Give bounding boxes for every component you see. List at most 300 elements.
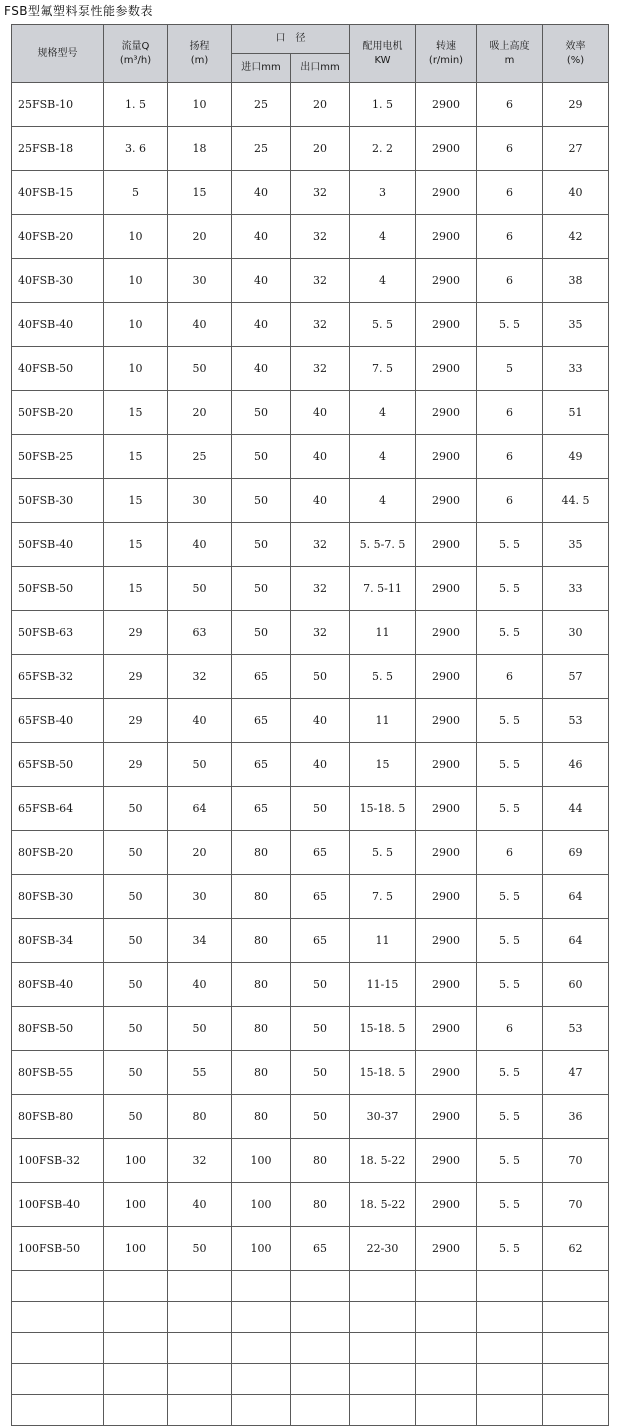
cell-speed: 2900 xyxy=(416,699,477,743)
cell-suction: 6 xyxy=(477,831,543,875)
cell-efficiency: 33 xyxy=(543,567,609,611)
cell-outlet: 50 xyxy=(291,1007,350,1051)
header-flow-name: 流量Q xyxy=(121,40,150,52)
empty-cell xyxy=(477,1395,543,1426)
cell-inlet: 100 xyxy=(232,1227,291,1271)
cell-outlet: 50 xyxy=(291,1095,350,1139)
table-row xyxy=(12,1051,609,1095)
cell-head: 40 xyxy=(168,699,232,743)
cell-model: 65FSB-50 xyxy=(12,743,104,787)
table-row xyxy=(12,303,609,347)
table-row xyxy=(12,1139,609,1183)
cell-flow: 15 xyxy=(104,567,168,611)
cell-speed: 2900 xyxy=(416,523,477,567)
header-motor xyxy=(350,25,416,83)
cell-speed: 2900 xyxy=(416,875,477,919)
cell-speed: 2900 xyxy=(416,1051,477,1095)
empty-row xyxy=(12,1271,609,1302)
cell-outlet: 32 xyxy=(291,347,350,391)
cell-outlet: 32 xyxy=(291,215,350,259)
cell-efficiency: 42 xyxy=(543,215,609,259)
cell-model: 80FSB-34 xyxy=(12,919,104,963)
cell-model: 100FSB-32 xyxy=(12,1139,104,1183)
cell-suction: 6 xyxy=(477,83,543,127)
cell-suction: 5. 5 xyxy=(477,611,543,655)
cell-model: 40FSB-30 xyxy=(12,259,104,303)
header-motor-unit: KW xyxy=(374,54,391,66)
cell-motor: 4 xyxy=(350,435,416,479)
cell-efficiency: 30 xyxy=(543,611,609,655)
cell-efficiency: 69 xyxy=(543,831,609,875)
empty-cell xyxy=(168,1395,232,1426)
cell-flow: 29 xyxy=(104,655,168,699)
table-row xyxy=(12,655,609,699)
cell-efficiency: 44 xyxy=(543,787,609,831)
cell-motor: 7. 5 xyxy=(350,347,416,391)
cell-inlet: 25 xyxy=(232,83,291,127)
cell-model: 65FSB-40 xyxy=(12,699,104,743)
cell-speed: 2900 xyxy=(416,1139,477,1183)
cell-outlet: 32 xyxy=(291,259,350,303)
cell-efficiency: 40 xyxy=(543,171,609,215)
cell-suction: 5. 5 xyxy=(477,743,543,787)
cell-model: 80FSB-50 xyxy=(12,1007,104,1051)
page-title: FSB型氟塑料泵性能参数表 xyxy=(4,4,154,18)
cell-suction: 6 xyxy=(477,391,543,435)
header-inlet: 进口mm xyxy=(232,54,291,83)
cell-head: 32 xyxy=(168,1139,232,1183)
cell-inlet: 50 xyxy=(232,523,291,567)
cell-inlet: 80 xyxy=(232,1095,291,1139)
cell-suction: 5. 5 xyxy=(477,567,543,611)
cell-head: 20 xyxy=(168,215,232,259)
empty-row xyxy=(12,1395,609,1426)
cell-inlet: 80 xyxy=(232,875,291,919)
header-outlet: 出口mm xyxy=(291,54,350,83)
empty-cell xyxy=(543,1333,609,1364)
header-model: 规格型号 xyxy=(12,25,104,83)
cell-efficiency: 51 xyxy=(543,391,609,435)
cell-inlet: 65 xyxy=(232,699,291,743)
empty-cell xyxy=(168,1364,232,1395)
header-speed xyxy=(416,25,477,83)
cell-inlet: 50 xyxy=(232,391,291,435)
empty-cell xyxy=(12,1364,104,1395)
cell-flow: 50 xyxy=(104,963,168,1007)
cell-inlet: 65 xyxy=(232,787,291,831)
empty-cell xyxy=(232,1333,291,1364)
cell-model: 50FSB-30 xyxy=(12,479,104,523)
cell-outlet: 32 xyxy=(291,303,350,347)
cell-model: 80FSB-20 xyxy=(12,831,104,875)
cell-flow: 3. 6 xyxy=(104,127,168,171)
cell-efficiency: 53 xyxy=(543,1007,609,1051)
cell-speed: 2900 xyxy=(416,83,477,127)
cell-motor: 15-18. 5 xyxy=(350,787,416,831)
cell-outlet: 32 xyxy=(291,611,350,655)
table-row xyxy=(12,963,609,1007)
table-row xyxy=(12,1095,609,1139)
cell-efficiency: 35 xyxy=(543,303,609,347)
cell-inlet: 100 xyxy=(232,1139,291,1183)
cell-motor: 18. 5-22 xyxy=(350,1139,416,1183)
cell-speed: 2900 xyxy=(416,259,477,303)
cell-speed: 2900 xyxy=(416,435,477,479)
empty-cell xyxy=(104,1333,168,1364)
table-row xyxy=(12,1007,609,1051)
table-body xyxy=(12,83,609,1426)
empty-cell xyxy=(104,1271,168,1302)
cell-efficiency: 64 xyxy=(543,919,609,963)
empty-cell xyxy=(232,1302,291,1333)
cell-model: 25FSB-10 xyxy=(12,83,104,127)
cell-flow: 29 xyxy=(104,699,168,743)
cell-suction: 5. 5 xyxy=(477,1227,543,1271)
cell-speed: 2900 xyxy=(416,479,477,523)
table-row xyxy=(12,391,609,435)
cell-suction: 6 xyxy=(477,215,543,259)
cell-outlet: 40 xyxy=(291,391,350,435)
cell-flow: 10 xyxy=(104,215,168,259)
cell-speed: 2900 xyxy=(416,611,477,655)
cell-model: 50FSB-50 xyxy=(12,567,104,611)
cell-efficiency: 53 xyxy=(543,699,609,743)
cell-head: 25 xyxy=(168,435,232,479)
cell-suction: 6 xyxy=(477,479,543,523)
empty-cell xyxy=(12,1333,104,1364)
empty-cell xyxy=(291,1302,350,1333)
cell-flow: 50 xyxy=(104,1007,168,1051)
cell-inlet: 40 xyxy=(232,347,291,391)
cell-motor: 18. 5-22 xyxy=(350,1183,416,1227)
cell-inlet: 40 xyxy=(232,171,291,215)
cell-inlet: 25 xyxy=(232,127,291,171)
cell-speed: 2900 xyxy=(416,919,477,963)
cell-efficiency: 49 xyxy=(543,435,609,479)
table-row xyxy=(12,875,609,919)
cell-head: 50 xyxy=(168,1227,232,1271)
cell-flow: 15 xyxy=(104,391,168,435)
cell-motor: 7. 5 xyxy=(350,875,416,919)
cell-flow: 10 xyxy=(104,303,168,347)
cell-speed: 2900 xyxy=(416,963,477,1007)
cell-motor: 4 xyxy=(350,215,416,259)
empty-cell xyxy=(350,1302,416,1333)
cell-suction: 5. 5 xyxy=(477,1139,543,1183)
empty-cell xyxy=(291,1364,350,1395)
cell-head: 10 xyxy=(168,83,232,127)
cell-suction: 6 xyxy=(477,127,543,171)
cell-flow: 5 xyxy=(104,171,168,215)
cell-motor: 15-18. 5 xyxy=(350,1051,416,1095)
cell-head: 32 xyxy=(168,655,232,699)
table-row xyxy=(12,127,609,171)
cell-head: 64 xyxy=(168,787,232,831)
empty-cell xyxy=(104,1302,168,1333)
header-flow-unit: (m³/h) xyxy=(119,54,152,66)
empty-cell xyxy=(543,1364,609,1395)
cell-suction: 5. 5 xyxy=(477,1183,543,1227)
cell-model: 80FSB-80 xyxy=(12,1095,104,1139)
cell-head: 30 xyxy=(168,479,232,523)
empty-cell xyxy=(416,1271,477,1302)
cell-head: 50 xyxy=(168,567,232,611)
cell-flow: 29 xyxy=(104,611,168,655)
cell-inlet: 50 xyxy=(232,435,291,479)
table-row xyxy=(12,83,609,127)
cell-suction: 5. 5 xyxy=(477,963,543,1007)
cell-model: 40FSB-15 xyxy=(12,171,104,215)
cell-head: 40 xyxy=(168,303,232,347)
header-suction xyxy=(477,25,543,83)
cell-motor: 5. 5-7. 5 xyxy=(350,523,416,567)
cell-inlet: 65 xyxy=(232,743,291,787)
cell-efficiency: 70 xyxy=(543,1183,609,1227)
cell-motor: 11 xyxy=(350,919,416,963)
cell-speed: 2900 xyxy=(416,391,477,435)
header-head xyxy=(168,25,232,83)
cell-efficiency: 36 xyxy=(543,1095,609,1139)
cell-head: 15 xyxy=(168,171,232,215)
cell-inlet: 80 xyxy=(232,831,291,875)
cell-inlet: 80 xyxy=(232,919,291,963)
cell-head: 18 xyxy=(168,127,232,171)
empty-cell xyxy=(416,1333,477,1364)
cell-motor: 5. 5 xyxy=(350,655,416,699)
empty-cell xyxy=(477,1302,543,1333)
empty-cell xyxy=(291,1395,350,1426)
empty-cell xyxy=(543,1302,609,1333)
empty-cell xyxy=(12,1271,104,1302)
cell-model: 40FSB-40 xyxy=(12,303,104,347)
cell-efficiency: 64 xyxy=(543,875,609,919)
cell-suction: 6 xyxy=(477,1007,543,1051)
cell-efficiency: 29 xyxy=(543,83,609,127)
cell-head: 30 xyxy=(168,875,232,919)
empty-row xyxy=(12,1333,609,1364)
cell-model: 25FSB-18 xyxy=(12,127,104,171)
cell-outlet: 32 xyxy=(291,523,350,567)
cell-inlet: 80 xyxy=(232,963,291,1007)
cell-head: 80 xyxy=(168,1095,232,1139)
cell-head: 63 xyxy=(168,611,232,655)
cell-efficiency: 44. 5 xyxy=(543,479,609,523)
empty-cell xyxy=(168,1302,232,1333)
cell-flow: 100 xyxy=(104,1227,168,1271)
cell-flow: 50 xyxy=(104,787,168,831)
cell-flow: 100 xyxy=(104,1183,168,1227)
cell-efficiency: 70 xyxy=(543,1139,609,1183)
cell-outlet: 80 xyxy=(291,1183,350,1227)
cell-head: 40 xyxy=(168,523,232,567)
empty-cell xyxy=(350,1364,416,1395)
cell-motor: 4 xyxy=(350,259,416,303)
cell-efficiency: 35 xyxy=(543,523,609,567)
cell-inlet: 50 xyxy=(232,479,291,523)
cell-flow: 15 xyxy=(104,479,168,523)
cell-outlet: 50 xyxy=(291,1051,350,1095)
cell-model: 40FSB-50 xyxy=(12,347,104,391)
empty-cell xyxy=(232,1395,291,1426)
empty-cell xyxy=(168,1271,232,1302)
cell-head: 20 xyxy=(168,831,232,875)
cell-inlet: 80 xyxy=(232,1007,291,1051)
empty-cell xyxy=(477,1364,543,1395)
cell-speed: 2900 xyxy=(416,215,477,259)
empty-cell xyxy=(543,1395,609,1426)
table-row xyxy=(12,259,609,303)
cell-outlet: 40 xyxy=(291,435,350,479)
cell-outlet: 20 xyxy=(291,127,350,171)
cell-motor: 4 xyxy=(350,391,416,435)
cell-motor: 30-37 xyxy=(350,1095,416,1139)
cell-flow: 1. 5 xyxy=(104,83,168,127)
empty-cell xyxy=(350,1395,416,1426)
table-row xyxy=(12,523,609,567)
cell-flow: 15 xyxy=(104,523,168,567)
cell-inlet: 100 xyxy=(232,1183,291,1227)
cell-outlet: 20 xyxy=(291,83,350,127)
table-row xyxy=(12,347,609,391)
cell-flow: 10 xyxy=(104,259,168,303)
cell-inlet: 65 xyxy=(232,655,291,699)
cell-speed: 2900 xyxy=(416,171,477,215)
empty-cell xyxy=(12,1302,104,1333)
cell-speed: 2900 xyxy=(416,1095,477,1139)
empty-cell xyxy=(12,1395,104,1426)
header-speed-unit: (r/min) xyxy=(428,54,464,66)
cell-model: 80FSB-40 xyxy=(12,963,104,1007)
empty-cell xyxy=(543,1271,609,1302)
empty-cell xyxy=(416,1364,477,1395)
cell-model: 50FSB-63 xyxy=(12,611,104,655)
cell-efficiency: 57 xyxy=(543,655,609,699)
cell-efficiency: 60 xyxy=(543,963,609,1007)
cell-inlet: 50 xyxy=(232,611,291,655)
cell-motor: 4 xyxy=(350,479,416,523)
header-suction-unit: m xyxy=(504,54,515,66)
cell-speed: 2900 xyxy=(416,787,477,831)
empty-cell xyxy=(477,1333,543,1364)
cell-suction: 5. 5 xyxy=(477,1051,543,1095)
cell-head: 50 xyxy=(168,743,232,787)
cell-model: 50FSB-20 xyxy=(12,391,104,435)
cell-speed: 2900 xyxy=(416,1183,477,1227)
cell-flow: 50 xyxy=(104,875,168,919)
cell-model: 40FSB-20 xyxy=(12,215,104,259)
table-row xyxy=(12,743,609,787)
table-row xyxy=(12,479,609,523)
cell-suction: 6 xyxy=(477,259,543,303)
header-motor-name: 配用电机 xyxy=(362,40,403,52)
cell-outlet: 40 xyxy=(291,743,350,787)
cell-suction: 5. 5 xyxy=(477,919,543,963)
empty-cell xyxy=(104,1364,168,1395)
cell-head: 30 xyxy=(168,259,232,303)
cell-suction: 5 xyxy=(477,347,543,391)
cell-suction: 5. 5 xyxy=(477,787,543,831)
cell-model: 80FSB-30 xyxy=(12,875,104,919)
cell-model: 50FSB-25 xyxy=(12,435,104,479)
cell-outlet: 65 xyxy=(291,831,350,875)
empty-cell xyxy=(477,1271,543,1302)
table-row xyxy=(12,171,609,215)
cell-head: 40 xyxy=(168,1183,232,1227)
cell-outlet: 32 xyxy=(291,567,350,611)
cell-inlet: 40 xyxy=(232,303,291,347)
cell-inlet: 50 xyxy=(232,567,291,611)
cell-model: 65FSB-64 xyxy=(12,787,104,831)
cell-suction: 6 xyxy=(477,435,543,479)
cell-suction: 5. 5 xyxy=(477,523,543,567)
cell-outlet: 80 xyxy=(291,1139,350,1183)
header-head-name: 扬程 xyxy=(189,40,210,52)
cell-efficiency: 62 xyxy=(543,1227,609,1271)
cell-speed: 2900 xyxy=(416,743,477,787)
table-row xyxy=(12,215,609,259)
table-row xyxy=(12,611,609,655)
cell-outlet: 40 xyxy=(291,479,350,523)
cell-outlet: 50 xyxy=(291,787,350,831)
cell-inlet: 40 xyxy=(232,215,291,259)
performance-table xyxy=(11,24,609,1426)
empty-row xyxy=(12,1302,609,1333)
cell-motor: 15-18. 5 xyxy=(350,1007,416,1051)
cell-motor: 22-30 xyxy=(350,1227,416,1271)
cell-motor: 7. 5-11 xyxy=(350,567,416,611)
cell-speed: 2900 xyxy=(416,831,477,875)
cell-motor: 11 xyxy=(350,699,416,743)
header-efficiency-name: 效率 xyxy=(565,40,586,52)
cell-flow: 15 xyxy=(104,435,168,479)
cell-motor: 3 xyxy=(350,171,416,215)
cell-efficiency: 46 xyxy=(543,743,609,787)
cell-suction: 5. 5 xyxy=(477,1095,543,1139)
cell-motor: 2. 2 xyxy=(350,127,416,171)
table-row xyxy=(12,831,609,875)
cell-flow: 29 xyxy=(104,743,168,787)
header-caliber: 口 径 xyxy=(232,25,350,54)
cell-model: 100FSB-40 xyxy=(12,1183,104,1227)
cell-speed: 2900 xyxy=(416,303,477,347)
cell-head: 50 xyxy=(168,347,232,391)
cell-efficiency: 47 xyxy=(543,1051,609,1095)
header-efficiency xyxy=(543,25,609,83)
cell-head: 55 xyxy=(168,1051,232,1095)
empty-cell xyxy=(232,1364,291,1395)
table-row xyxy=(12,919,609,963)
cell-head: 34 xyxy=(168,919,232,963)
cell-inlet: 80 xyxy=(232,1051,291,1095)
cell-speed: 2900 xyxy=(416,1007,477,1051)
empty-cell xyxy=(416,1302,477,1333)
cell-outlet: 65 xyxy=(291,1227,350,1271)
header-suction-name: 吸上高度 xyxy=(489,40,530,52)
cell-suction: 6 xyxy=(477,171,543,215)
cell-motor: 1. 5 xyxy=(350,83,416,127)
table-row xyxy=(12,1227,609,1271)
cell-motor: 15 xyxy=(350,743,416,787)
cell-outlet: 65 xyxy=(291,875,350,919)
cell-outlet: 50 xyxy=(291,963,350,1007)
cell-speed: 2900 xyxy=(416,127,477,171)
table-row xyxy=(12,435,609,479)
empty-cell xyxy=(350,1271,416,1302)
cell-outlet: 32 xyxy=(291,171,350,215)
cell-speed: 2900 xyxy=(416,567,477,611)
cell-efficiency: 27 xyxy=(543,127,609,171)
cell-suction: 5. 5 xyxy=(477,699,543,743)
